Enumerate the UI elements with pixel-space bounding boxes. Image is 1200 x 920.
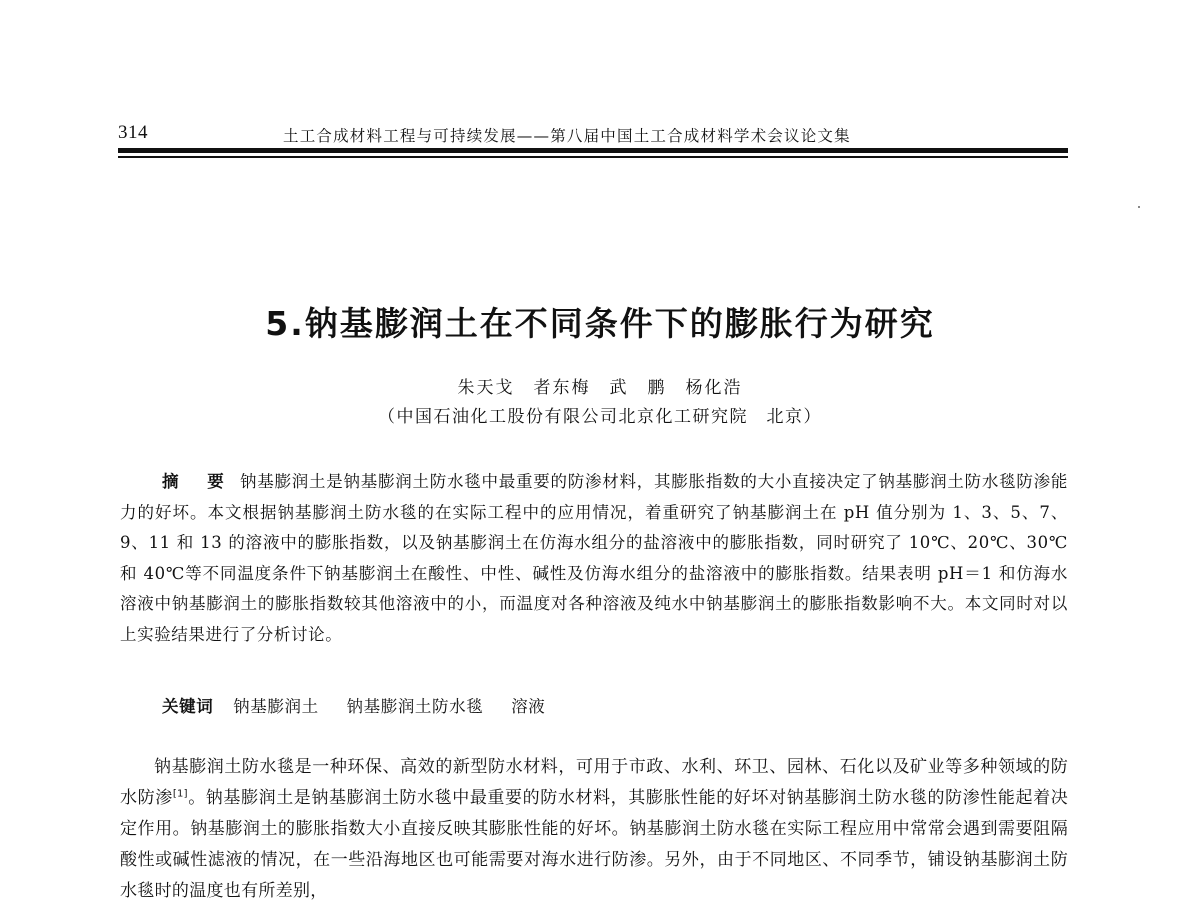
scan-speck bbox=[1138, 206, 1140, 208]
keyword-item: 钠基膨润土 bbox=[233, 697, 319, 716]
affiliation: （中国石油化工股份有限公司北京化工研究院 北京） bbox=[378, 407, 822, 427]
running-title: 土工合成材料工程与可持续发展——第八届中国土工合成材料学术会议论文集 bbox=[283, 127, 851, 145]
article-title: 5.钠基膨润土在不同条件下的膨胀行为研究 bbox=[265, 304, 935, 343]
abstract-text: 钠基膨润土是钠基膨润土防水毯中最重要的防渗材料，其膨胀指数的大小直接决定了钠基膨润土防水毯防渗能力的好坏。本文根据钠基膨润土防水毯的在实际工程中的应用情况，着重研究了钠基膨润土在 pH 值分别为 1、3、5、7、9、11 和 13 的溶液中的膨胀指数，以及钠基膨润土在仿海水组分的盐溶液中的膨胀指数，同时研究了 10℃、20℃、30℃和 40℃等不同温度条件下钠基膨润土在酸性、中性、碱性及仿海水组分的盐溶液中的膨胀指数。结果表明 pH＝1 和仿海水溶液中钠基膨润土的膨胀指数较其他溶液中的小，而温度对各种溶液及纯水中钠基膨润土的膨胀指数影响不大。本文同时对以上实验结果进行了分析讨论。 bbox=[120, 472, 1068, 644]
running-head bbox=[118, 122, 1068, 146]
abstract-label: 摘 要 bbox=[162, 472, 230, 491]
keywords-label: 关键词 bbox=[162, 697, 214, 716]
citation-marker: [1] bbox=[172, 788, 188, 800]
body-text bbox=[120, 752, 1068, 907]
body-paragraph bbox=[120, 752, 1068, 907]
page-number: 314 bbox=[118, 122, 148, 143]
header-rule-thick bbox=[118, 148, 1068, 153]
keyword-item: 溶液 bbox=[511, 697, 546, 716]
abstract bbox=[120, 467, 1068, 650]
keywords bbox=[162, 693, 567, 717]
body-text-segment: 钠基膨润土防水毯是一种环保、高效的新型防水材料，可用于市政、水利、环卫、园林、石化以及矿业等多种领域的防水防渗 bbox=[120, 757, 1068, 808]
author-list: 朱天戈 者东梅 武 鹏 杨化浩 bbox=[457, 378, 743, 398]
keyword-item: 钠基膨润土防水毯 bbox=[346, 697, 484, 716]
header-rule-thin bbox=[118, 156, 1068, 158]
body-text-segment: 。钠基膨润土是钠基膨润土防水毯中最重要的防水材料，其膨胀性能的好坏对钠基膨润土防水毯的防渗性能起着决定作用。钠基膨润土的膨胀指数大小直接反映其膨胀性能的好坏。钠基膨润土防水毯在实际工程应用中常常会遇到需要阻隔酸性或碱性滤液的情况，在一些沿海地区也可能需要对海水进行防渗。另外，由于不同地区、不同季节，铺设钠基膨润土防水毯时的温度也有所差别， bbox=[120, 788, 1068, 901]
